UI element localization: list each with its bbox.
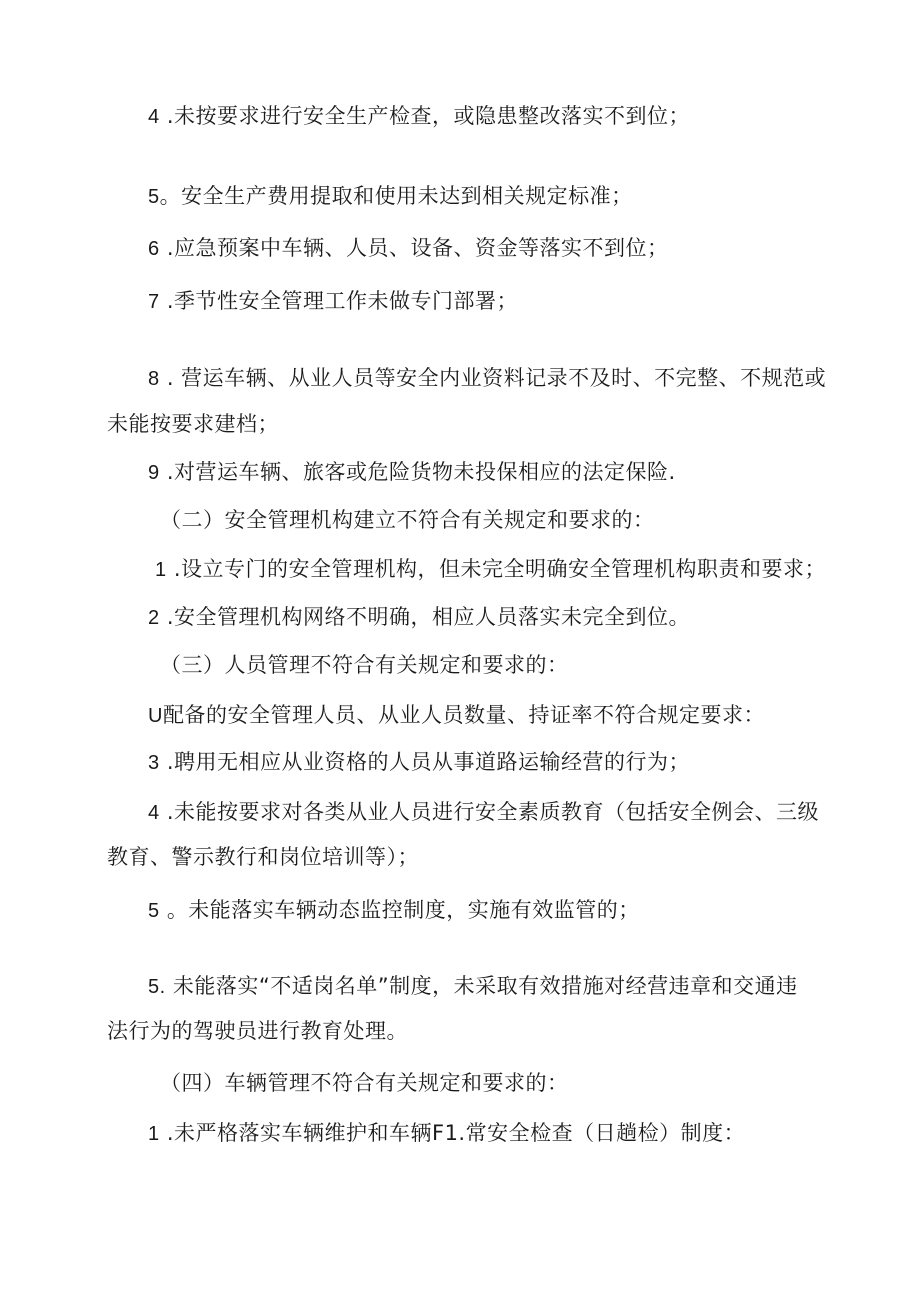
item-number: U [148,705,163,727]
item-text: .应急预案中车辆、人员、设备、资金等落实不到位； [166,236,669,260]
item-number: 4 [148,802,160,824]
item-text: .对营运车辆、旅客或危险货物未投保相应的法定保险. [166,460,676,484]
section-heading [160,1069,569,1097]
list-item [148,603,690,632]
item-number: 1 [148,1123,160,1145]
item-number: 2 [148,607,160,629]
item-text: 法行为的驾驶员进行教育处理。 [107,1019,408,1043]
item-text: .未按要求进行安全生产检查，或隐患整改落实不到位； [166,104,690,128]
list-item [148,896,640,925]
item-number: 8 [148,368,160,390]
continuation-line [107,1017,408,1045]
item-text: .设立专门的安全管理机构，但未完全明确安全管理机构职责和要求； [173,557,826,581]
item-number: 5 [148,900,160,922]
heading-text: （三）人员管理不符合有关规定和要求的： [160,653,569,677]
item-text: 配备的安全管理人员、从业人员数量、持证率不符合规定要求： [162,703,765,727]
item-number: 5 [148,186,160,208]
list-item [155,555,826,584]
continuation-line [107,843,419,871]
heading-text: （二）安全管理机构建立不符合有关规定和要求的： [160,508,655,532]
list-item [148,102,690,131]
item-number: 1 [155,559,167,581]
list-item [148,1119,745,1148]
item-text: .未能按要求对各类从业人员进行安全素质教育（包括安全例会、三级 [166,800,819,824]
item-text: . 营运车辆、从业人员等安全内业资料记录不及时、不完整、不规范或 [166,366,827,390]
item-number: 5. [148,976,166,998]
item-text: .安全管理机构网络不明确，相应人员落实未完全到位。 [166,605,690,629]
heading-text: （四）车辆管理不符合有关规定和要求的： [160,1071,569,1095]
list-item [148,287,518,316]
list-item [148,748,690,777]
section-heading [160,651,569,679]
list-item [148,701,765,730]
section-heading [160,506,655,534]
item-text: 未能落实“不适岗名单”制度，未采取有效措施对经营违章和交通违 [172,974,798,998]
list-item [148,182,633,211]
list-item [148,972,798,1001]
list-item [148,798,819,827]
item-number: 4 [148,106,160,128]
item-text: .未严格落实车辆维护和车辆F1.常安全检查（日趟检）制度： [166,1121,746,1145]
item-text: .季节性安全管理工作未做专门部署； [166,289,518,313]
item-number: 9 [148,462,160,484]
item-number: 6 [148,238,160,260]
list-item [148,458,676,487]
item-text: 。安全生产费用提取和使用未达到相关规定标准； [159,184,633,208]
item-text: .聘用无相应从业资格的人员从事道路运输经营的行为； [166,750,690,774]
list-item [148,234,669,263]
item-number: 3 [148,752,160,774]
list-item [148,364,826,393]
item-number: 7 [148,291,160,313]
item-text: 教育、警示教行和岗位培训等）； [107,845,419,869]
item-text: 未能按要求建档； [107,412,279,436]
item-text: 。未能落实车辆动态监控制度，实施有效监管的； [166,898,640,922]
continuation-line [107,410,279,438]
